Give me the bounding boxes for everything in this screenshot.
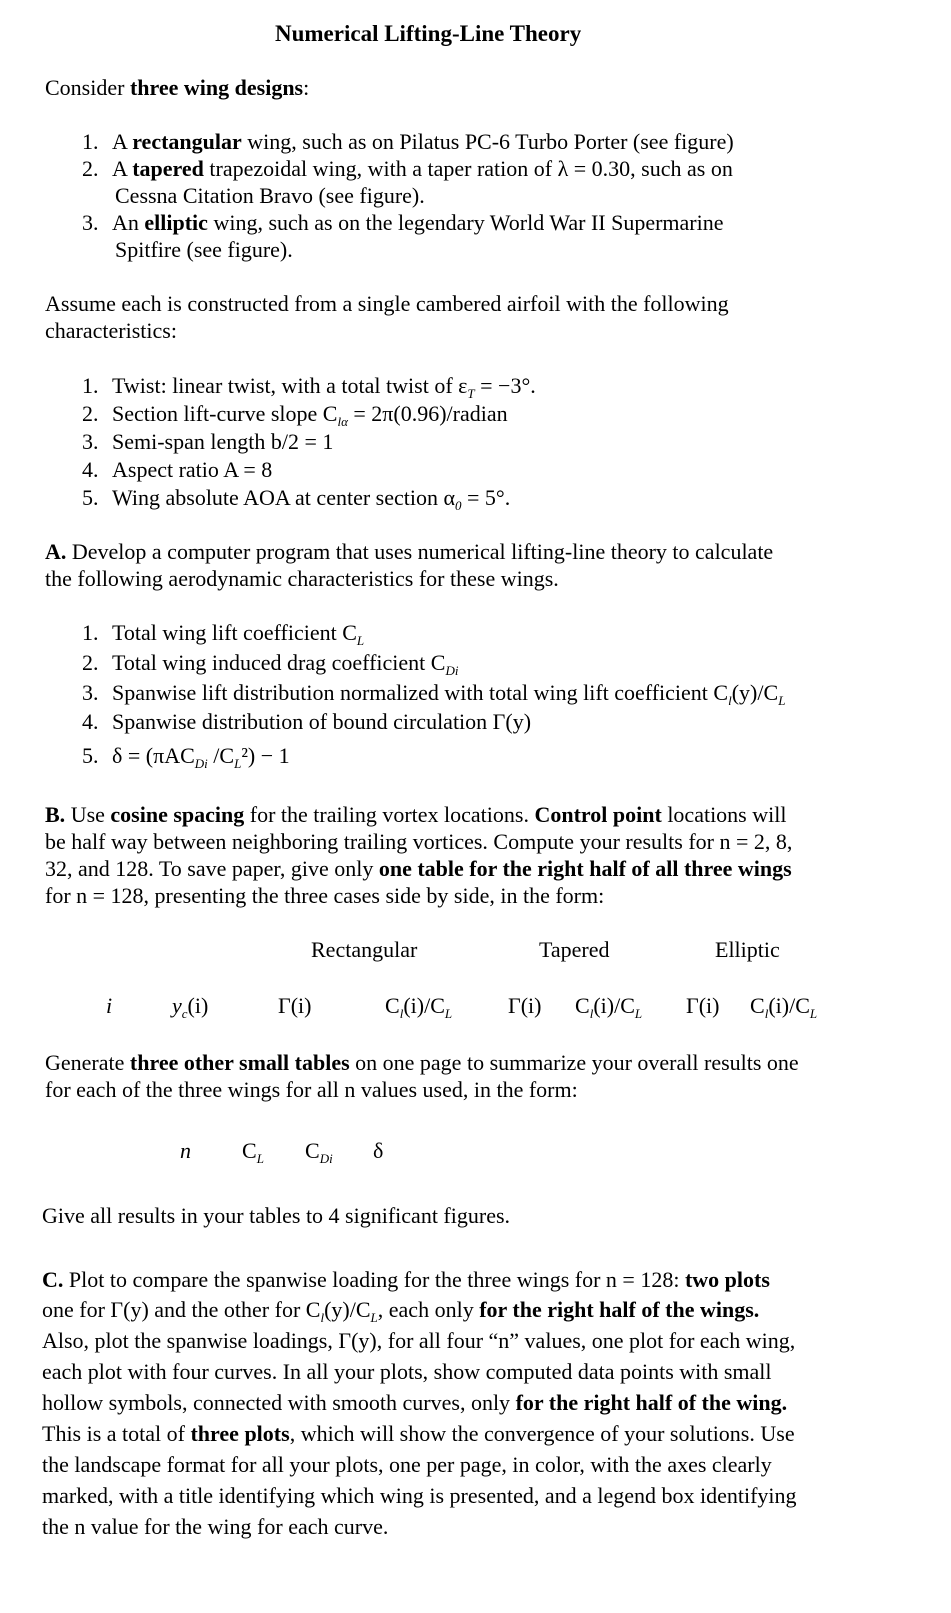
col-cl-elliptic: $C_l(i)/C_L$ bbox=[750, 993, 818, 1021]
list-item: 4. Aspect ratio A = 8 bbox=[82, 457, 273, 482]
list-item-continuation: Cessna Citation Bravo (see figure). bbox=[115, 183, 425, 208]
part-b-line: 32, and 128. To save paper, give only one table for the right half of all three wings bbox=[45, 856, 792, 881]
list-item: 3. Spanwise lift distribution normalized with total wing lift coefficient $C_l(y)/C_L$ bbox=[82, 680, 786, 708]
col-gamma-tapered: Γ(i) bbox=[508, 993, 542, 1018]
table-header-rectangular: Rectangular bbox=[311, 937, 418, 962]
part-b-line: for n = 128, presenting the three cases side by side, in the form: bbox=[45, 883, 605, 908]
list-item: 4. Spanwise distribution of bound circulation Γ(y) bbox=[82, 709, 532, 734]
list-item: 1. Twist: linear twist, with a total twist of $\varepsilon_T = -3^\circ$. bbox=[82, 373, 536, 401]
col-cl-rect: $C_l(i)/C_L$ bbox=[385, 993, 453, 1021]
small-col-cl: $C_L$ bbox=[242, 1138, 264, 1166]
paragraph-line: for each of the three wings for all n values used, in the form: bbox=[45, 1077, 578, 1102]
list-item: 3. An elliptic wing, such as on the legendary World War II Supermarine bbox=[82, 210, 724, 235]
part-c-line: marked, with a title identifying which wing is presented, and a legend box identifying bbox=[42, 1483, 797, 1508]
list-item: 2. Section lift-curve slope $C_{l\alpha}$ = 2π(0.96)/radian bbox=[82, 401, 508, 429]
col-gamma-rect: Γ(i) bbox=[278, 993, 312, 1018]
paragraph-line: Assume each is constructed from a single cambered airfoil with the following bbox=[45, 291, 729, 316]
col-yc: $y_c(i)$ bbox=[172, 993, 209, 1021]
part-c-line: the n value for the wing for each curve. bbox=[42, 1514, 389, 1539]
col-gamma-elliptic: Γ(i) bbox=[686, 993, 720, 1018]
col-cl-tapered: $C_l(i)/C_L$ bbox=[575, 993, 643, 1021]
part-b-line: be half way between neighboring trailing vortices. Compute your results for n = 2, 8, bbox=[45, 829, 793, 854]
list-item: 3. Semi-span length b/2 = 1 bbox=[82, 429, 334, 454]
table-header-tapered: Tapered bbox=[539, 937, 610, 962]
part-c-line: one for Γ(y) and the other for $C_l(y)/C_L$, each only for the right half of the wings. bbox=[42, 1297, 760, 1325]
part-c-line: This is a total of three plots, which will show the convergence of your solutions. Use bbox=[42, 1421, 795, 1446]
intro-line: Consider three wing designs: bbox=[45, 75, 310, 100]
paragraph-line: characteristics: bbox=[45, 318, 177, 343]
part-c-line: hollow symbols, connected with smooth curves, only for the right half of the wing. bbox=[42, 1390, 788, 1415]
part-c-line: the landscape format for all your plots, one per page, in color, with the axes clearly bbox=[42, 1452, 772, 1477]
list-item-continuation: Spitfire (see figure). bbox=[115, 237, 293, 262]
part-c-line: Also, plot the spanwise loadings, Γ(y), for all four “n” values, one plot for each wing, bbox=[42, 1328, 796, 1353]
part-c-line: each plot with four curves. In all your plots, show computed data points with small bbox=[42, 1359, 772, 1384]
small-col-n: n bbox=[180, 1138, 191, 1163]
list-item: 5. Wing absolute AOA at center section $\alpha_0 = 5^\circ$. bbox=[82, 485, 511, 513]
paragraph-line: Generate three other small tables on one page to summarize your overall results one bbox=[45, 1050, 799, 1075]
part-a-line: A. Develop a computer program that uses numerical lifting-line theory to calculate bbox=[45, 539, 774, 564]
col-i: i bbox=[106, 993, 113, 1018]
table-header-elliptic: Elliptic bbox=[715, 937, 780, 962]
list-item: 2. A tapered trapezoidal wing, with a taper ration of λ = 0.30, such as on bbox=[82, 156, 733, 181]
part-a-line: the following aerodynamic characteristics for these wings. bbox=[45, 566, 559, 591]
small-col-delta: δ bbox=[373, 1138, 384, 1163]
part-b-line: B. Use cosine spacing for the trailing vortex locations. Control point locations will bbox=[45, 802, 787, 827]
small-col-cdi: $C_{Di}$ bbox=[305, 1138, 333, 1166]
list-item: 2. Total wing induced drag coefficient $C_{Di}$ bbox=[82, 650, 459, 678]
page-title: Numerical Lifting-Line Theory bbox=[275, 21, 582, 46]
list-item: 1. A rectangular wing, such as on Pilatus PC-6 Turbo Porter (see figure) bbox=[82, 129, 734, 154]
list-item: 5. δ = (πAC$_{Di}$ $/C_L^2) - 1$ bbox=[82, 743, 290, 771]
part-c-line: C. Plot to compare the spanwise loading for the three wings for n = 128: two plots bbox=[42, 1267, 770, 1292]
sig-figs-line: Give all results in your tables to 4 significant figures. bbox=[42, 1203, 511, 1228]
list-item: 1. Total wing lift coefficient $C_L$ bbox=[82, 620, 365, 648]
